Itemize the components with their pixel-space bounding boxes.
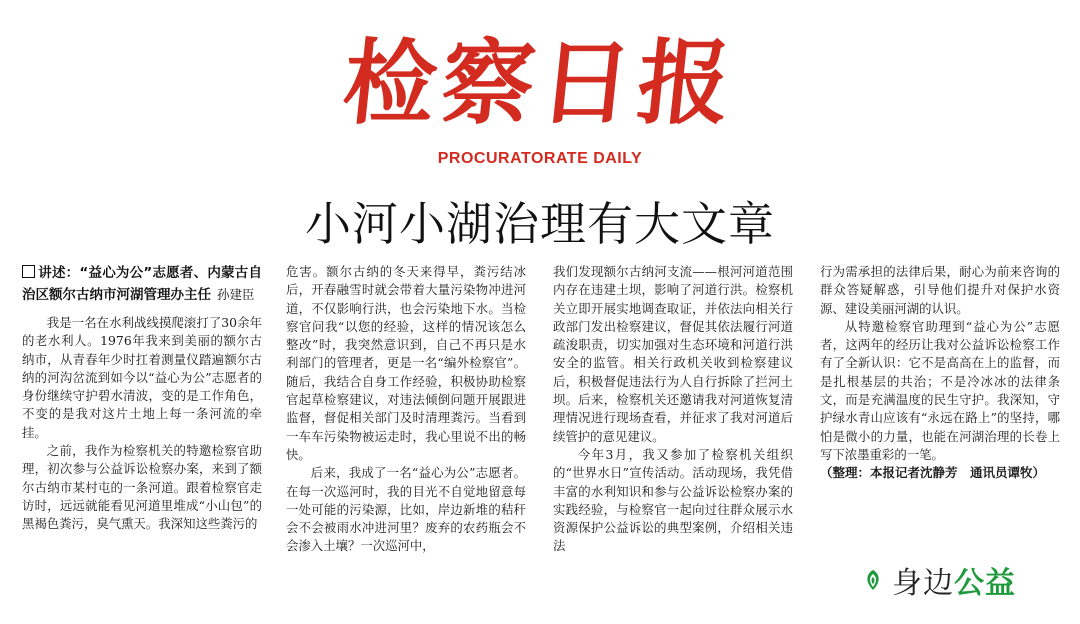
paragraph: 我是一名在水利战线摸爬滚打了30余年的老水利人。1976年我来到美丽的额尔古纳市，从青春年少时扛着测量仪踏遍额尔古纳的河沟岔流到如今以“益心为公”志愿者的身份继续守护碧水清波，变的是工作角色，不变的是我对这片土地上每一条河流的牵挂。 xyxy=(22,315,262,440)
brand-text-green: 公益 xyxy=(954,566,1016,601)
editor-credit: （整理：本报记者沈静芳 通讯员谭牧） xyxy=(820,465,1046,481)
paragraph: 之前，我作为检察机关的特邀检察官助理，初次参与公益诉讼检察办案，来到了额尔古纳市某村屯的一条河道。跟着检察官走访时，远远就能看见河道里堆成“小山包”的黑褐色粪污，臭气熏天。我深知这些粪污的 xyxy=(22,443,262,532)
brand-text-plain: 身边 xyxy=(892,566,954,601)
article-column-3 xyxy=(553,263,793,556)
article-column-4 xyxy=(820,263,1060,483)
article-column-1 xyxy=(22,263,262,534)
article-headline: 小河小湖治理有大文章 xyxy=(305,197,775,251)
byline-heading: 讲述：“益心为公”志愿者、内蒙古自治区额尔古纳市河湖管理办主任 xyxy=(22,265,262,303)
byline xyxy=(22,263,262,306)
masthead xyxy=(0,28,1080,138)
paragraph: 后来，我成了一名“益心为公”志愿者。在每一次巡河时，我的目光不自觉地留意每一处可能的污染源，比如，岸边新堆的秸秆会不会被雨水冲进河里？废弃的农药瓶会不会渗入土壤？一次巡河中， xyxy=(286,465,526,554)
newspaper-title: 检察日报 xyxy=(338,29,742,137)
newspaper-subtitle: PROCURATORATE DAILY xyxy=(437,150,643,167)
paragraph: 行为需承担的法律后果，耐心为前来咨询的群众答疑解惑，引导他们提升对保护水资源、建设美丽河湖的认识。 xyxy=(820,264,1060,316)
paragraph: 从特邀检察官助理到“益心为公”志愿者，这两年的经历让我对公益诉讼检察工作有了全新认识：它不是高高在上的监督，而是扎根基层的共治；不是冷冰冰的法律条文，而是充满温度的民生守护。我深知，守护绿水青山应该有“永远在路上”的坚持，哪怕是微小的力量，也能在河湖治理的长卷上写下浓墨重彩的一笔。 xyxy=(820,318,1060,462)
square-bullet-icon xyxy=(22,265,35,278)
paragraph: 危害。额尔古纳的冬天来得早，粪污结冰后，开春融雪时就会带着大量污染物冲进河道，不仅影响行洪，也会污染地下水。当检察官问我“以您的经验，这样的情况该怎么整改”时，我突然意识到，自己不再只是水利部门的管理者，更是一名“编外检察官”。随后，我结合自身工作经验，积极协助检察官起草检察建议，对违法倾倒问题开展跟进监督，督促相关部门及时清理粪污。当看到一车车污染物被运走时，我心里说不出的畅快。 xyxy=(286,264,526,462)
paragraph: 我们发现额尔古纳河支流——根河河道范围内存在违建土坝，影响了河道行洪。检察机关立即开展实地调查取证，并依法向相关行政部门发出检察建议，督促其依法履行河道疏浚职责，切实加强对生态环境和河道行洪安全的监管。相关行政机关收到检察建议后，积极督促违法行为人自行拆除了拦河土坝。后来，检察机关还邀请我对河道恢复清理情况进行现场查看，并征求了我对河道后续管护的意见建议。 xyxy=(553,264,793,444)
paragraph: 今年3月，我又参加了检察机关组织的“世界水日”宣传活动。活动现场，我凭借丰富的水利知识和参与公益诉讼检察办案的实践经验，与检察官一起向过往群众展示水资源保护公益诉讼的典型案例，介绍相关违法 xyxy=(553,446,793,554)
section-brand xyxy=(860,560,1016,600)
article-column-2 xyxy=(286,263,526,556)
leaf-logo-icon xyxy=(860,567,886,593)
byline-author: 孙建臣 xyxy=(217,287,255,302)
